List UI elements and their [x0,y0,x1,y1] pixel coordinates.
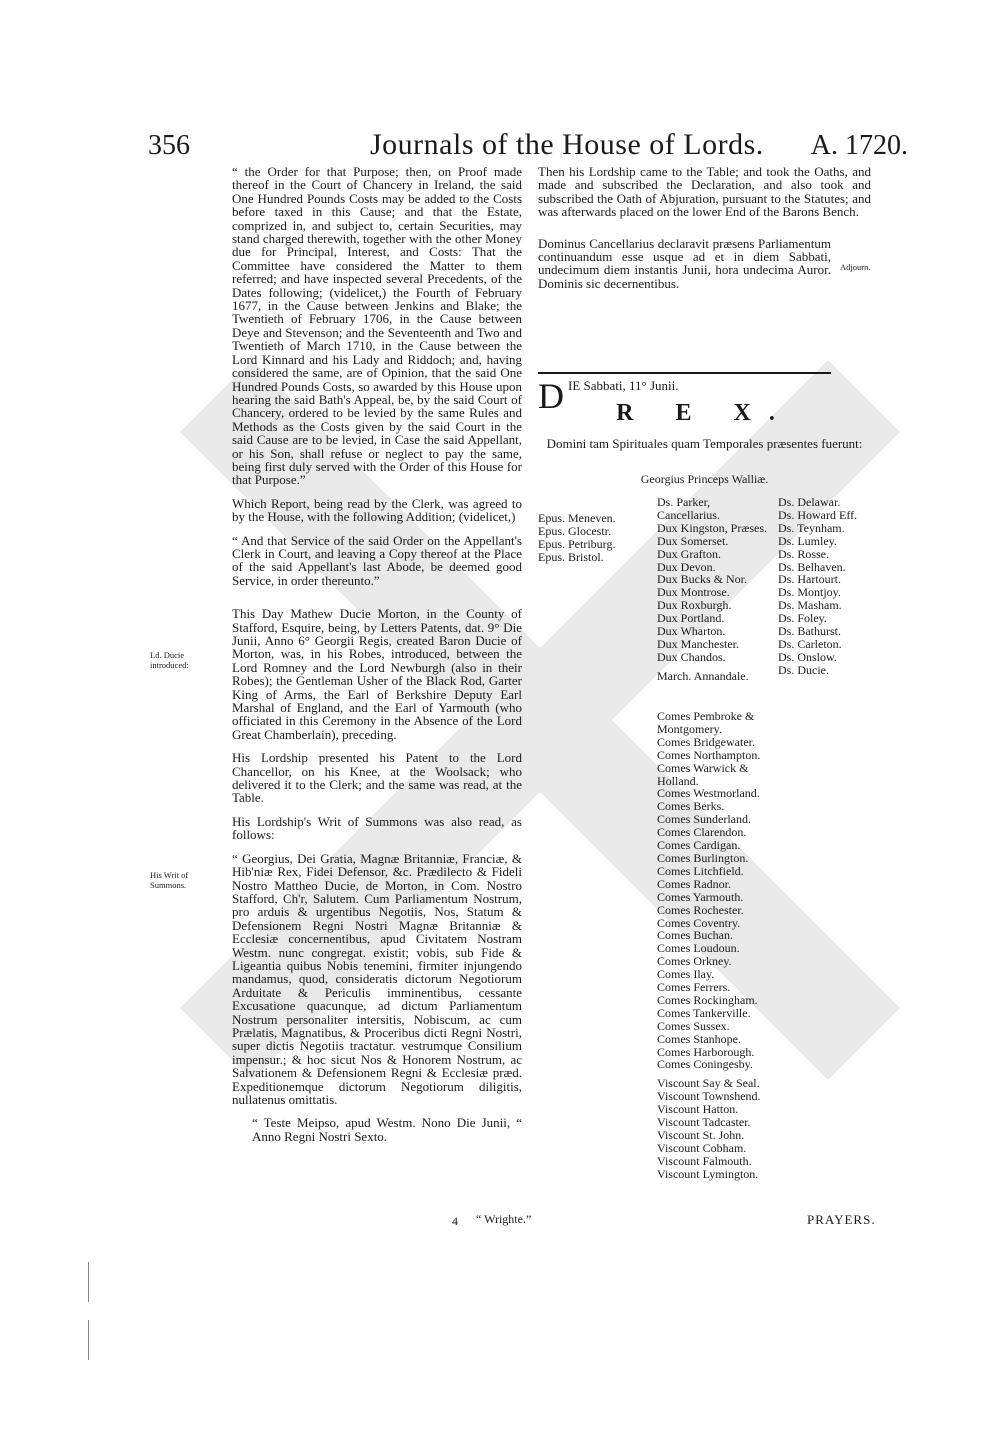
list-item: Comes Rochester. [657,902,744,917]
list-item: Comes Harborough. [657,1044,755,1059]
page-number: 356 [148,130,190,161]
oaths-paragraph: Then his Lordship came to the Table; and took the Oaths, and made and subscribed the Declaration, and also took and subscribed the Oath of Abjuration, pursuant to the Statutes; and was afterwards placed on the lower End of the Barons Bench. [538,164,871,220]
report-quote: “ the Order for that Purpose; then, on Proof made thereof in the Court of Chancery in Ireland, the said One Hundred Pounds Costs may be added to the Costs before taxed in this Cause; and that the Estate, comprized in, and subject to, certain Securities, may stand charged therewith, together with the other Money due for Principal, Interest, and Costs: That the Committee have considered the Matter to them referred; and have inspected several Precedents, of the Dates following; (videlicet,) the Fourth of February 1677, in the Cause between Jenkins and Blake; the Twentieth of February 1706, in the Cause between Deye and Stevenson; and the Seventeenth and Two and Twentieth of March 1710, in the Cause between the Lord Kinnard and his Lady and Riddoch; and, having considered the same, are of Opinion, that the said One Hundred Pounds Costs, so awarded by this House upon hearing the said Bath's Appeal, be, by the said Court of Chancery, ordered to be levied by the same Rules and Methods as the Costs given by the said Court in the said Cause are to be levied, in Case the said Appellant, or his Son, shall refuse or neglect to pay the same, being first duly served with the Order of this House for that Purpose.” [232,164,522,488]
list-item: Dux Chandos. [657,649,726,664]
list-item: Dux Portland. [657,611,725,626]
list-item: Viscount Hatton. [657,1102,739,1117]
running-year: A. 1720. [810,130,908,161]
left-column [232,165,522,1153]
catchword: PRAYERS. [807,1212,876,1227]
margin-note-ducie: Ld. Ducie introduced: [150,650,189,670]
list-item: Comes Stanhope. [657,1031,741,1046]
list-item: March. Annandale. [657,668,749,683]
list-item: Comes Buchan. [657,928,733,943]
list-item: Dux Kingston, Præses. [657,520,768,535]
list-item: Comes Litchfield. [657,863,744,878]
list-item: Comes Sunderland. [657,812,751,827]
rex-heading: R E X. [616,400,793,426]
list-item: Epus. Bristol. [538,549,604,564]
list-item: Comes Berks. [657,799,725,814]
list-item: Comes Northampton. [657,747,761,762]
list-item: Epus. Glocestr. [538,523,611,538]
running-title: Journals of the House of Lords. [370,128,764,161]
list-item: Viscount Falmouth. [657,1153,752,1168]
list-item: Comes Coningesby. [657,1057,753,1072]
list-item: Ds. Foley. [778,611,827,626]
prince-of-wales: Georgius Princeps Walliæ. [640,472,769,486]
scan-mark [88,1262,89,1302]
list-item: Ds. Onslow. [778,649,837,664]
list-item: Ds. Montjoy. [778,585,841,600]
list-item: Ds. Hartourt. [778,572,841,587]
list-item: Dux Wharton. [657,624,726,639]
adjournment-paragraph: Dominus Cancellarius declaravit præsens Parliamentum continuandum esse usque ad et in diem Sabbati, undecimum diem instantis Junii, hora undecima Auror. Dominis sic decernentibus. [538,235,831,291]
list-item: Comes Westmorland. [657,786,760,801]
list-item: Ds. Rosse. [778,546,830,561]
list-item: Dux Somerset. [657,533,729,548]
writ-text: “ Georgius, Dei Gratia, Magnæ Britanniæ, Franciæ, & Hib'niæ Rex, Fidei Defensor, &c. Prædilecto & Fideli Nostro Mattheo Ducie, de Morton, in Com. Nostro Stafford, Ch'r, Salutem. Cum Parliamentum Nostrum, pro arduis & urgentibus Negotiis, Nos, Statum & Defensionem Regni Nostri Magnæ Britanniæ & Ecclesiæ concernentibus, apud Civitatem Nostram Westm. nunc congregat. existit; vobis, sub Fide & Ligeantia quibus Nobis tenemini, firmiter injungendo mandamus, quod, consideratis dictorum Negotiorum Arduitate & Periculis imminentibus, cessante Excusatione quacunque, ad dictum Parliamentum Nostrum personaliter intersitis, Nobiscum, ac cum Prælatis, Magnatibus, & Proceribus dicti Regni Nostri, super dictis Negotiis tractatur. vestrumque Consilium impensur.; & hoc sicut Nos & Honorem Nostrum, ac Salvationem & Defensionem Regni & Ecclesiæ præd. Expeditionemque dictorum Negotiorum diligitis, nullatenus omittatis. [232,850,522,1107]
list-item: Viscount Tadcaster. [657,1115,751,1130]
writ-signature: “ Wrighte.” [476,1212,532,1226]
list-item: Comes Coventry. [657,915,741,930]
drop-cap: D [538,376,564,416]
list-item: Viscount Townshend. [657,1089,761,1104]
list-item: Comes Yarmouth. [657,889,744,904]
list-item: Comes Cardigan. [657,838,741,853]
writ-read: His Lordship's Writ of Summons was also read, as follows: [232,813,522,843]
bishops-list [538,512,616,564]
list-item: Ds. Delawar. [778,495,841,509]
list-item: Comes Ferrers. [657,980,731,995]
list-item: Comes Ilay. [657,967,715,982]
list-item: Ds. Bathurst. [778,624,841,639]
list-item: Ds. Teynham. [778,520,845,535]
right-column [538,165,871,300]
margin-note-adjourn: Adjourn. [840,262,871,272]
list-item: Comes Sussex. [657,1018,730,1033]
list-item: Comes Warwick & Holland. [657,760,749,788]
list-item: Epus. Petriburg. [538,536,616,551]
list-item: Ds. Belhaven. [778,559,846,574]
ducie-introduced: This Day Mathew Ducie Morton, in the County of Stafford, Esquire, being, by Letters Patents, dat. 9° Die Junii, Anno 6° Georgii Regis, created Baron Ducie of Morton, was, in his Robes, introduced, between the Lord Romney and the Lord Newburgh (also in their Robes); the Gentleman Usher of the Black Rod, Garter King of Arms, the Earl of Berkshire Deputy Earl Marshal of England, and the Earl of Yarmouth (who officiated in this Ceremony in the Absence of the Lord Great Chamberlain), preceding. [232,606,522,742]
list-item: Ds. Ducie. [778,662,829,677]
list-item: Comes Pembroke & Montgomery. [657,709,755,736]
list-item: Comes Burlington. [657,850,749,865]
list-item: Dux Devon. [657,559,716,574]
list-item: Viscount Lymington. [657,1166,759,1181]
addition-quote: “ And that Service of the said Order on the Appellant's Clerk in Court, and leaving a Copy thereof at the Place of the said Appellant's last Abode, be deemed good Service, in order thereunto.” [232,532,522,588]
earls-viscounts-list [657,710,775,1181]
list-item: Comes Radnor. [657,876,731,891]
list-item: Ds. Parker, Cancellarius. [657,495,720,522]
list-item: Viscount Say & Seal. [657,1076,760,1091]
lords-column-1 [657,496,769,683]
list-item: Comes Loudoun. [657,941,740,956]
list-item: Comes Orkney. [657,954,732,969]
dateline-text: IE Sabbati, 11° Junii. [568,378,679,393]
report-agreed: Which Report, being read by the Clerk, was agreed to by the House, with the following Addition; (videlicet,) [232,495,522,525]
list-item: Comes Tankerville. [657,1005,751,1020]
list-item: Dux Roxburgh. [657,598,732,613]
list-item: Ds. Howard Eff. [778,507,858,522]
list-item: Dux Montrose. [657,585,730,600]
attendance-heading: Domini tam Spirituales quam Temporales præsentes fuerunt: [546,436,863,451]
list-item: Ds. Lumley. [778,533,837,548]
list-item: Comes Rockingham. [657,992,758,1007]
list-item: Dux Grafton. [657,546,721,561]
list-item: Ds. Masham. [778,598,842,613]
margin-note-writ: His Writ of Summons. [150,870,189,890]
sheet-mark: 4 [452,1214,458,1228]
list-item: Epus. Meneven. [538,511,616,525]
list-item: Viscount Cobham. [657,1140,747,1155]
list-item: Dux Bucks & Nor. [657,572,747,587]
list-item: Comes Bridgewater. [657,734,755,749]
patent-presented: His Lordship presented his Patent to the Lord Chancellor, on his Knee, at the Woolsack; who delivered it to the Clerk; and the same was read, at the Table. [232,750,522,806]
list-item: Viscount St. John. [657,1128,745,1142]
lords-column-2 [778,496,857,677]
list-item: Ds. Carleton. [778,636,842,651]
scan-mark [88,1320,89,1360]
writ-teste: “ Teste Meipso, apud Westm. Nono Die Junii, “ Anno Regni Nostri Sexto. [252,1115,522,1144]
list-item: Dux Manchester. [657,636,739,651]
section-rule [538,372,831,374]
running-header [148,128,908,168]
list-item: Comes Clarendon. [657,825,747,840]
